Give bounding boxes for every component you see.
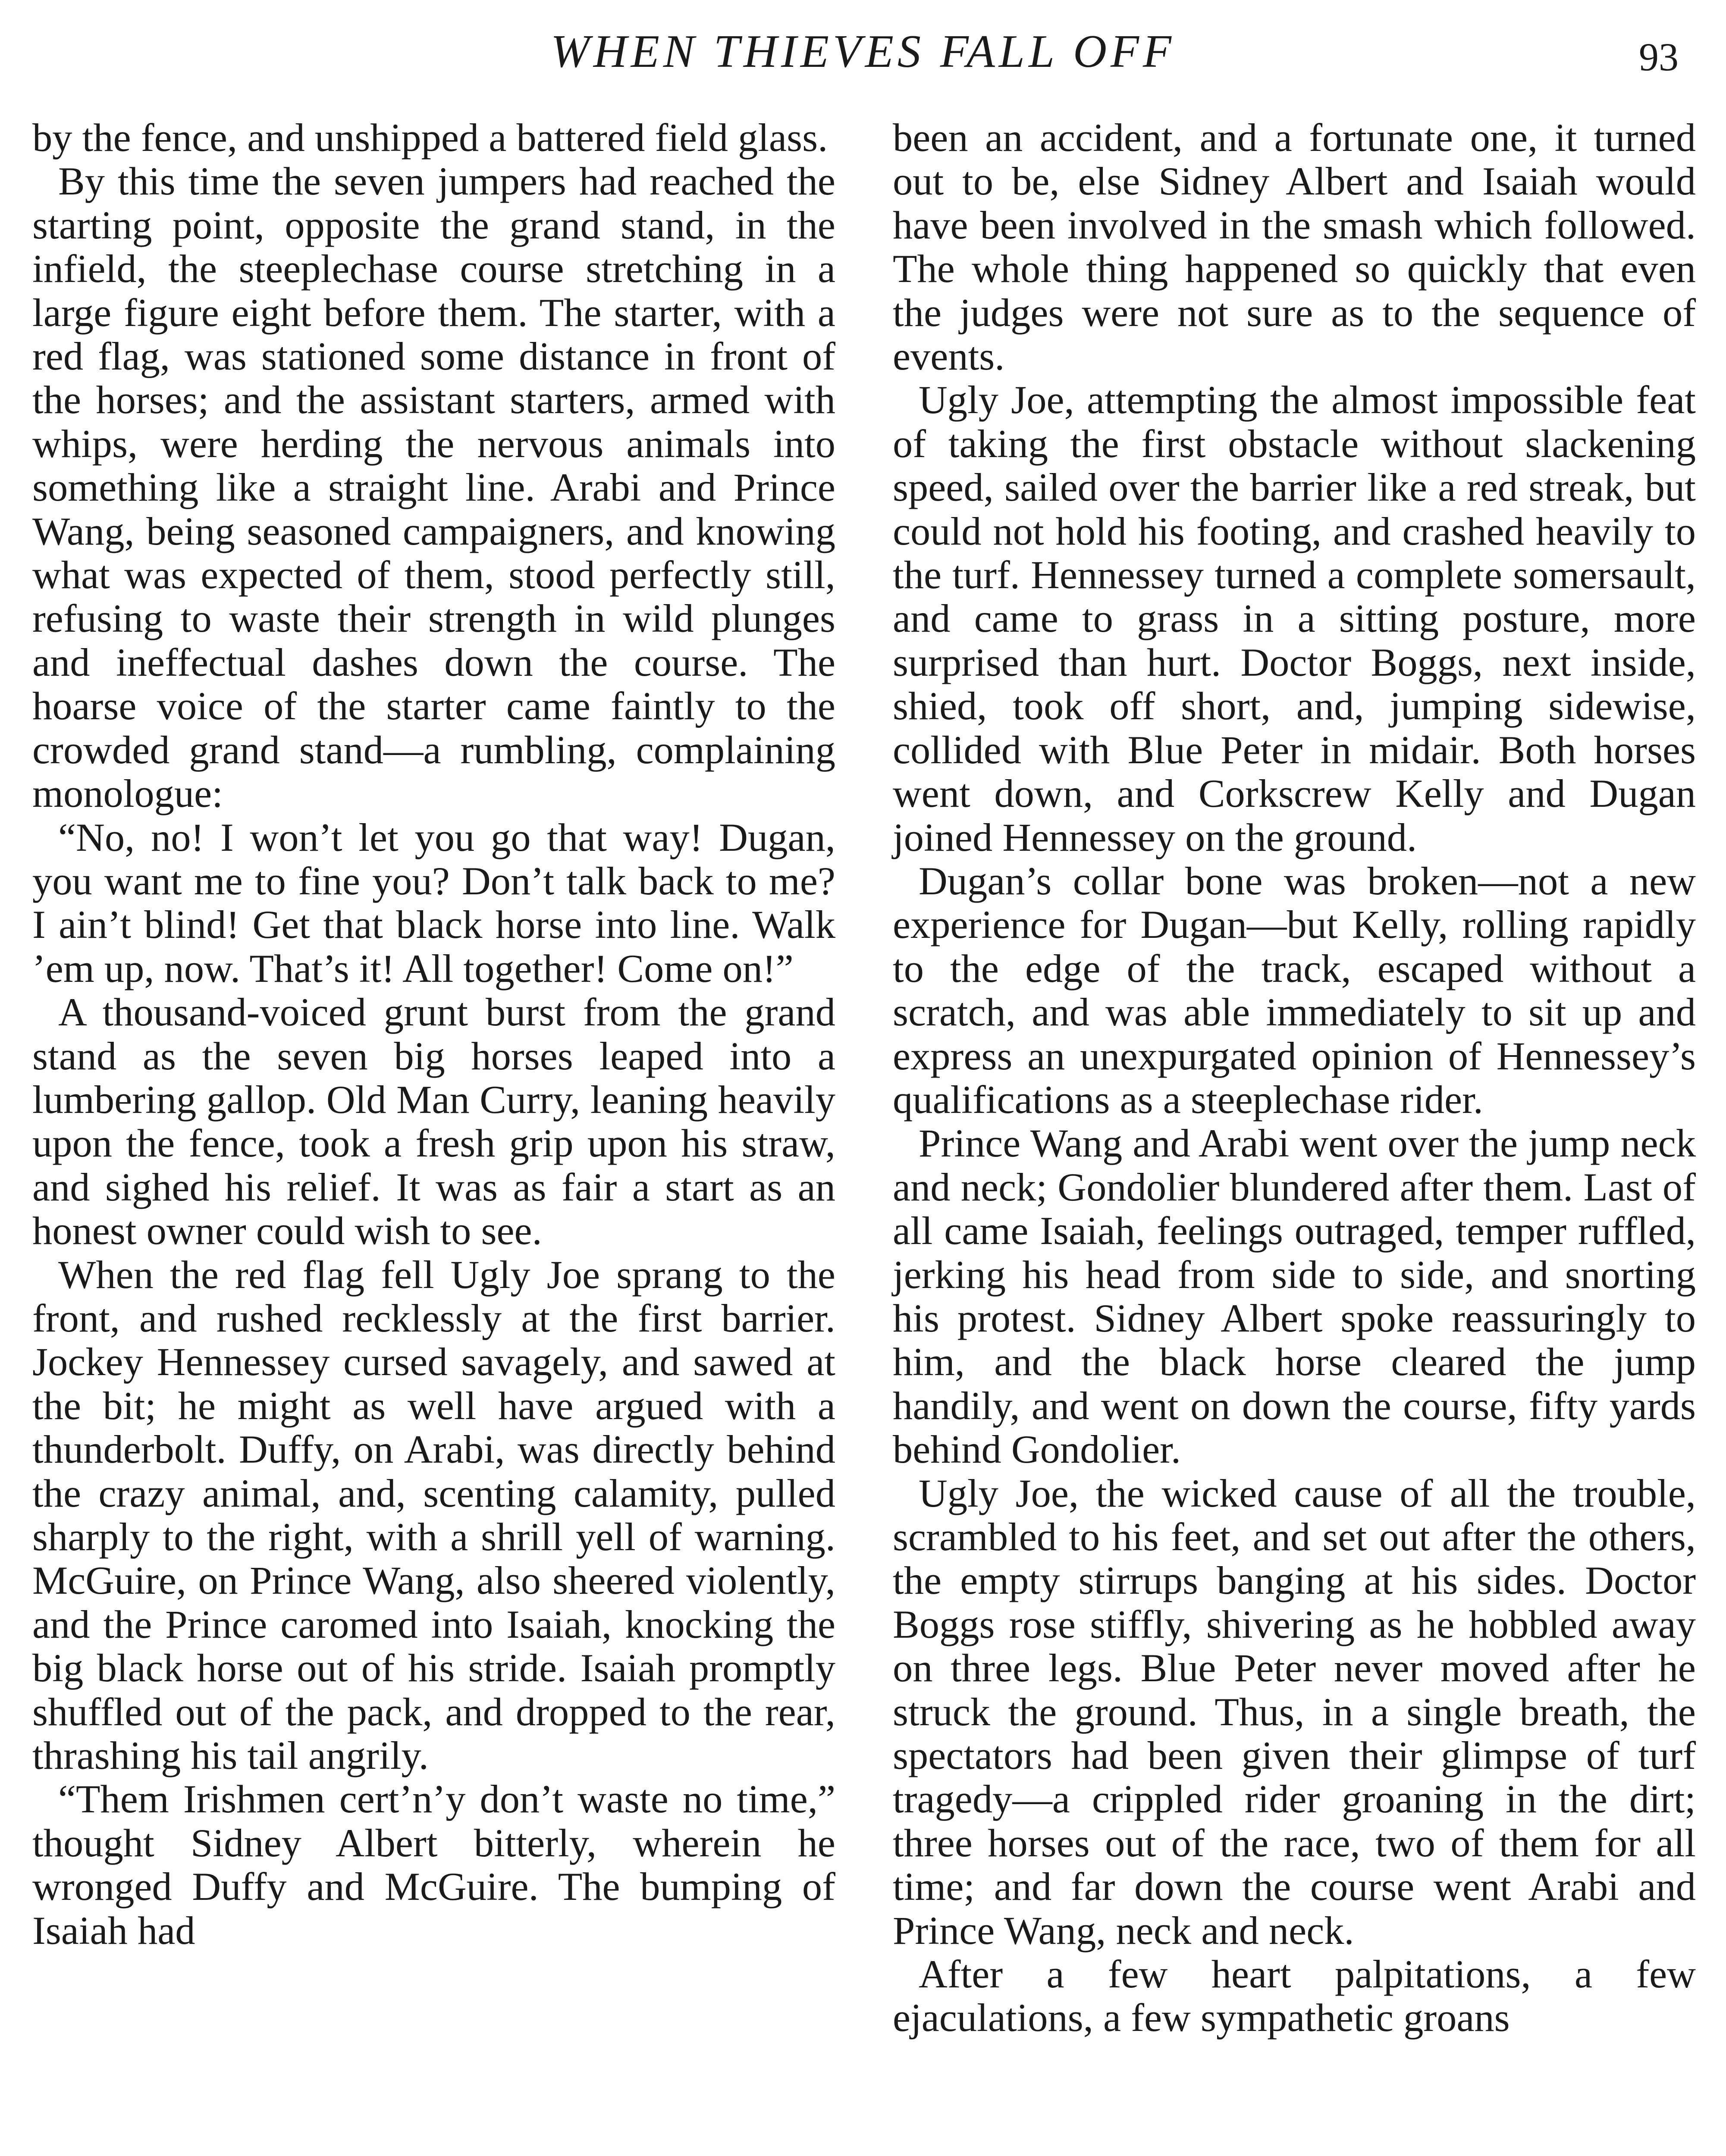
paragraph: “Them Irishmen cert’n’y don’t waste no time,” thought Sidney Albert bitterly, wherein he wronged Duffy and McGuire. The bumping of Isaiah had: [32, 1777, 835, 1953]
paragraph: Ugly Joe, the wicked cause of all the trouble, scrambled to his feet, and set out after the others, the empty stirrups banging at his sides. Doctor Boggs rose stiffly, shivering as he hobbled away on three legs. Blue Peter never moved after he struck the ground. Thus, in a single breath, the spectators had been given their glimpse of turf tragedy—a crippled rider groaning in the dirt; three horses out of the race, two of them for all time; and far down the course went Arabi and Prince Wang, neck and neck.: [893, 1471, 1696, 1953]
paragraph: Ugly Joe, attempting the almost impossible feat of taking the first obstacle without slackening speed, sailed over the barrier like a red streak, but could not hold his footing, and crashed heavily to the turf. Hennessey turned a complete somersault, and came to grass in a sitting posture, more surprised than hurt. Doctor Boggs, next inside, shied, took off short, and, jumping sidewise, collided with Blue Peter in midair. Both horses went down, and Corkscrew Kelly and Dugan joined Hennessey on the ground.: [893, 378, 1696, 860]
paragraph: “No, no! I won’t let you go that way! Dugan, you want me to fine you? Don’t talk back to me? I ain’t blind! Get that black horse into line. Walk ’em up, now. That’s it! All together! Come on!”: [32, 815, 835, 991]
paragraph: by the fence, and unshipped a battered field glass.: [32, 116, 828, 160]
right-column: [893, 116, 1696, 2040]
paragraph: By this time the seven jumpers had reached the starting point, opposite the grand stand, in the infield, the steeplechase course stretching in a large figure eight before them. The starter, with a red flag, was stationed some distance in front of the horses; and the assistant starters, armed with whips, were herding the nervous animals into something like a straight line. Arabi and Prince Wang, being seasoned campaigners, and knowing what was expected of them, stood perfectly still, refusing to waste their strength in wild plunges and ineffectual dashes down the course. The hoarse voice of the starter came faintly to the crowded grand stand—a rumbling, complaining monologue:: [32, 160, 835, 816]
paragraph: After a few heart palpitations, a few ejaculations, a few sympathetic groans: [893, 1952, 1696, 2040]
paragraph: When the red flag fell Ugly Joe sprang to the front, and rushed recklessly at the first barrier. Jockey Hennessey cursed savagely, and sawed at the bit; he might as well have argued with a thunderbolt. Duffy, on Arabi, was directly behind the crazy animal, and, scenting calamity, pulled sharply to the right, with a shrill yell of warning. McGuire, on Prince Wang, also sheered violently, and the Prince caromed into Isaiah, knocking the big black horse out of his stride. Isaiah promptly shuffled out of the pack, and dropped to the rear, thrashing his tail angrily.: [32, 1253, 835, 1778]
running-head: [0, 24, 1726, 80]
paragraph: been an accident, and a fortunate one, it turned out to be, else Sidney Albert and Isaiah would have been involved in the smash which followed. The whole thing happened so quickly that even the judges were not sure as to the sequence of events.: [893, 116, 1696, 379]
paragraph: A thousand-voiced grunt burst from the grand stand as the seven big horses leaped into a lumbering gallop. Old Man Curry, leaning heavily upon the fence, took a fresh grip upon his straw, and sighed his relief. It was as fair a start as an honest owner could wish to see.: [32, 990, 835, 1253]
paragraph: Dugan’s collar bone was broken—not a new experience for Dugan—but Kelly, rolling rapidly to the edge of the track, escaped without a scratch, and was able immediately to sit up and express an unexpurgated opinion of Hennessey’s qualifications as a steeplechase rider.: [893, 859, 1696, 1122]
paragraph: Prince Wang and Arabi went over the jump neck and neck; Gondolier blundered after them. Last of all came Isaiah, feelings outraged, temper ruffled, jerking his head from side to side, and snorting his protest. Sidney Albert spoke reassuringly to him, and the black horse cleared the jump handily, and went on down the course, fifty yards behind Gondolier.: [893, 1122, 1696, 1472]
page-number: 93: [1639, 35, 1679, 79]
running-title: WHEN THIEVES FALL OFF: [550, 26, 1176, 77]
left-column: [32, 116, 835, 1953]
